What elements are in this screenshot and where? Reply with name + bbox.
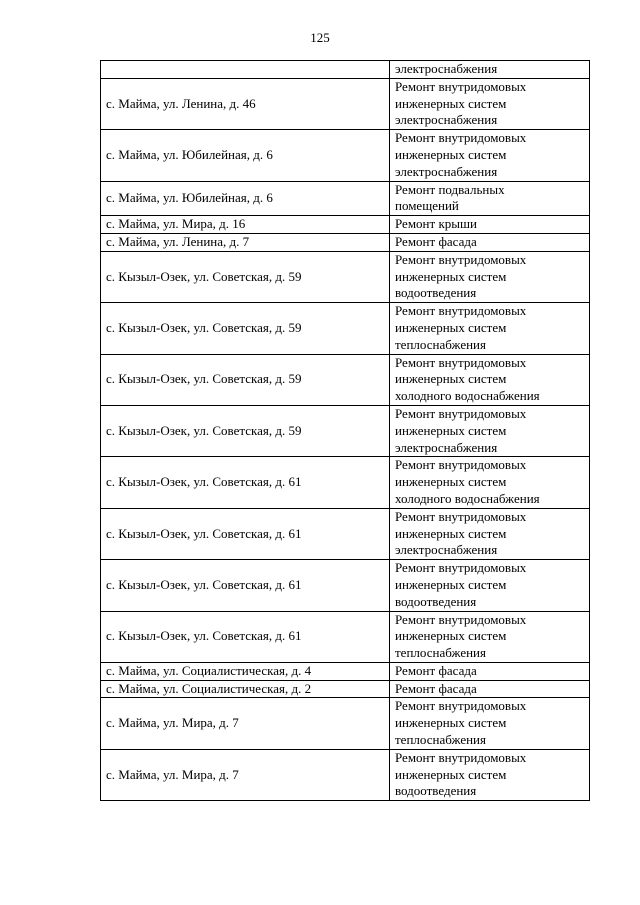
- work-type-cell: Ремонт внутридомовых инженерных систем холодного водоснабжения: [390, 354, 590, 405]
- address-cell: с. Кызыл-Озек, ул. Советская, д. 61: [101, 457, 390, 508]
- address-cell: с. Майма, ул. Мира, д. 16: [101, 216, 390, 234]
- address-cell: с. Майма, ул. Мира, д. 7: [101, 698, 390, 749]
- table-row: [101, 698, 590, 749]
- address-cell: с. Кызыл-Озек, ул. Советская, д. 61: [101, 560, 390, 611]
- work-type-cell: Ремонт фасада: [390, 662, 590, 680]
- address-cell: с. Майма, ул. Ленина, д. 46: [101, 78, 390, 129]
- table-row: [101, 354, 590, 405]
- address-cell: с. Кызыл-Озек, ул. Советская, д. 61: [101, 508, 390, 559]
- address-cell: с. Кызыл-Озек, ул. Советская, д. 61: [101, 611, 390, 662]
- address-cell: с. Майма, ул. Юбилейная, д. 6: [101, 181, 390, 216]
- address-cell: с. Кызыл-Озек, ул. Советская, д. 59: [101, 354, 390, 405]
- work-type-cell: Ремонт фасада: [390, 680, 590, 698]
- address-cell: с. Кызыл-Озек, ул. Советская, д. 59: [101, 405, 390, 456]
- address-cell: [101, 61, 390, 79]
- work-type-cell: электроснабжения: [390, 61, 590, 79]
- address-cell: с. Майма, ул. Мира, д. 7: [101, 749, 390, 800]
- table-row: [101, 78, 590, 129]
- table-row: [101, 560, 590, 611]
- work-type-cell: Ремонт внутридомовых инженерных систем электроснабжения: [390, 78, 590, 129]
- work-type-cell: Ремонт внутридомовых инженерных систем теплоснабжения: [390, 611, 590, 662]
- table-row: [101, 181, 590, 216]
- address-cell: с. Кызыл-Озек, ул. Советская, д. 59: [101, 303, 390, 354]
- work-type-cell: Ремонт внутридомовых инженерных систем теплоснабжения: [390, 303, 590, 354]
- work-type-cell: Ремонт внутридомовых инженерных систем водоотведения: [390, 560, 590, 611]
- address-cell: с. Майма, ул. Социалистическая, д. 4: [101, 662, 390, 680]
- table-row: [101, 130, 590, 181]
- table-row: [101, 749, 590, 800]
- table-row: [101, 251, 590, 302]
- table-row: [101, 611, 590, 662]
- table-row: [101, 405, 590, 456]
- address-cell: с. Майма, ул. Социалистическая, д. 2: [101, 680, 390, 698]
- work-type-cell: Ремонт внутридомовых инженерных систем электроснабжения: [390, 130, 590, 181]
- work-type-cell: Ремонт внутридомовых инженерных систем водоотведения: [390, 251, 590, 302]
- table-row: [101, 680, 590, 698]
- table-row: [101, 508, 590, 559]
- work-type-cell: Ремонт внутридомовых инженерных систем холодного водоснабжения: [390, 457, 590, 508]
- work-type-cell: Ремонт внутридомовых инженерных систем электроснабжения: [390, 508, 590, 559]
- work-type-cell: Ремонт внутридомовых инженерных систем теплоснабжения: [390, 698, 590, 749]
- work-type-cell: Ремонт крыши: [390, 216, 590, 234]
- repair-table: [100, 60, 590, 801]
- work-type-cell: Ремонт внутридомовых инженерных систем водоотведения: [390, 749, 590, 800]
- address-cell: с. Кызыл-Озек, ул. Советская, д. 59: [101, 251, 390, 302]
- address-cell: с. Майма, ул. Юбилейная, д. 6: [101, 130, 390, 181]
- table-row: [101, 216, 590, 234]
- table-row: [101, 457, 590, 508]
- work-type-cell: Ремонт внутридомовых инженерных систем электроснабжения: [390, 405, 590, 456]
- work-type-cell: Ремонт подвальных помещений: [390, 181, 590, 216]
- table-row: [101, 303, 590, 354]
- page-number: 125: [310, 30, 330, 45]
- address-cell: с. Майма, ул. Ленина, д. 7: [101, 233, 390, 251]
- table-row: [101, 662, 590, 680]
- table-row: [101, 233, 590, 251]
- table-row: [101, 61, 590, 79]
- work-type-cell: Ремонт фасада: [390, 233, 590, 251]
